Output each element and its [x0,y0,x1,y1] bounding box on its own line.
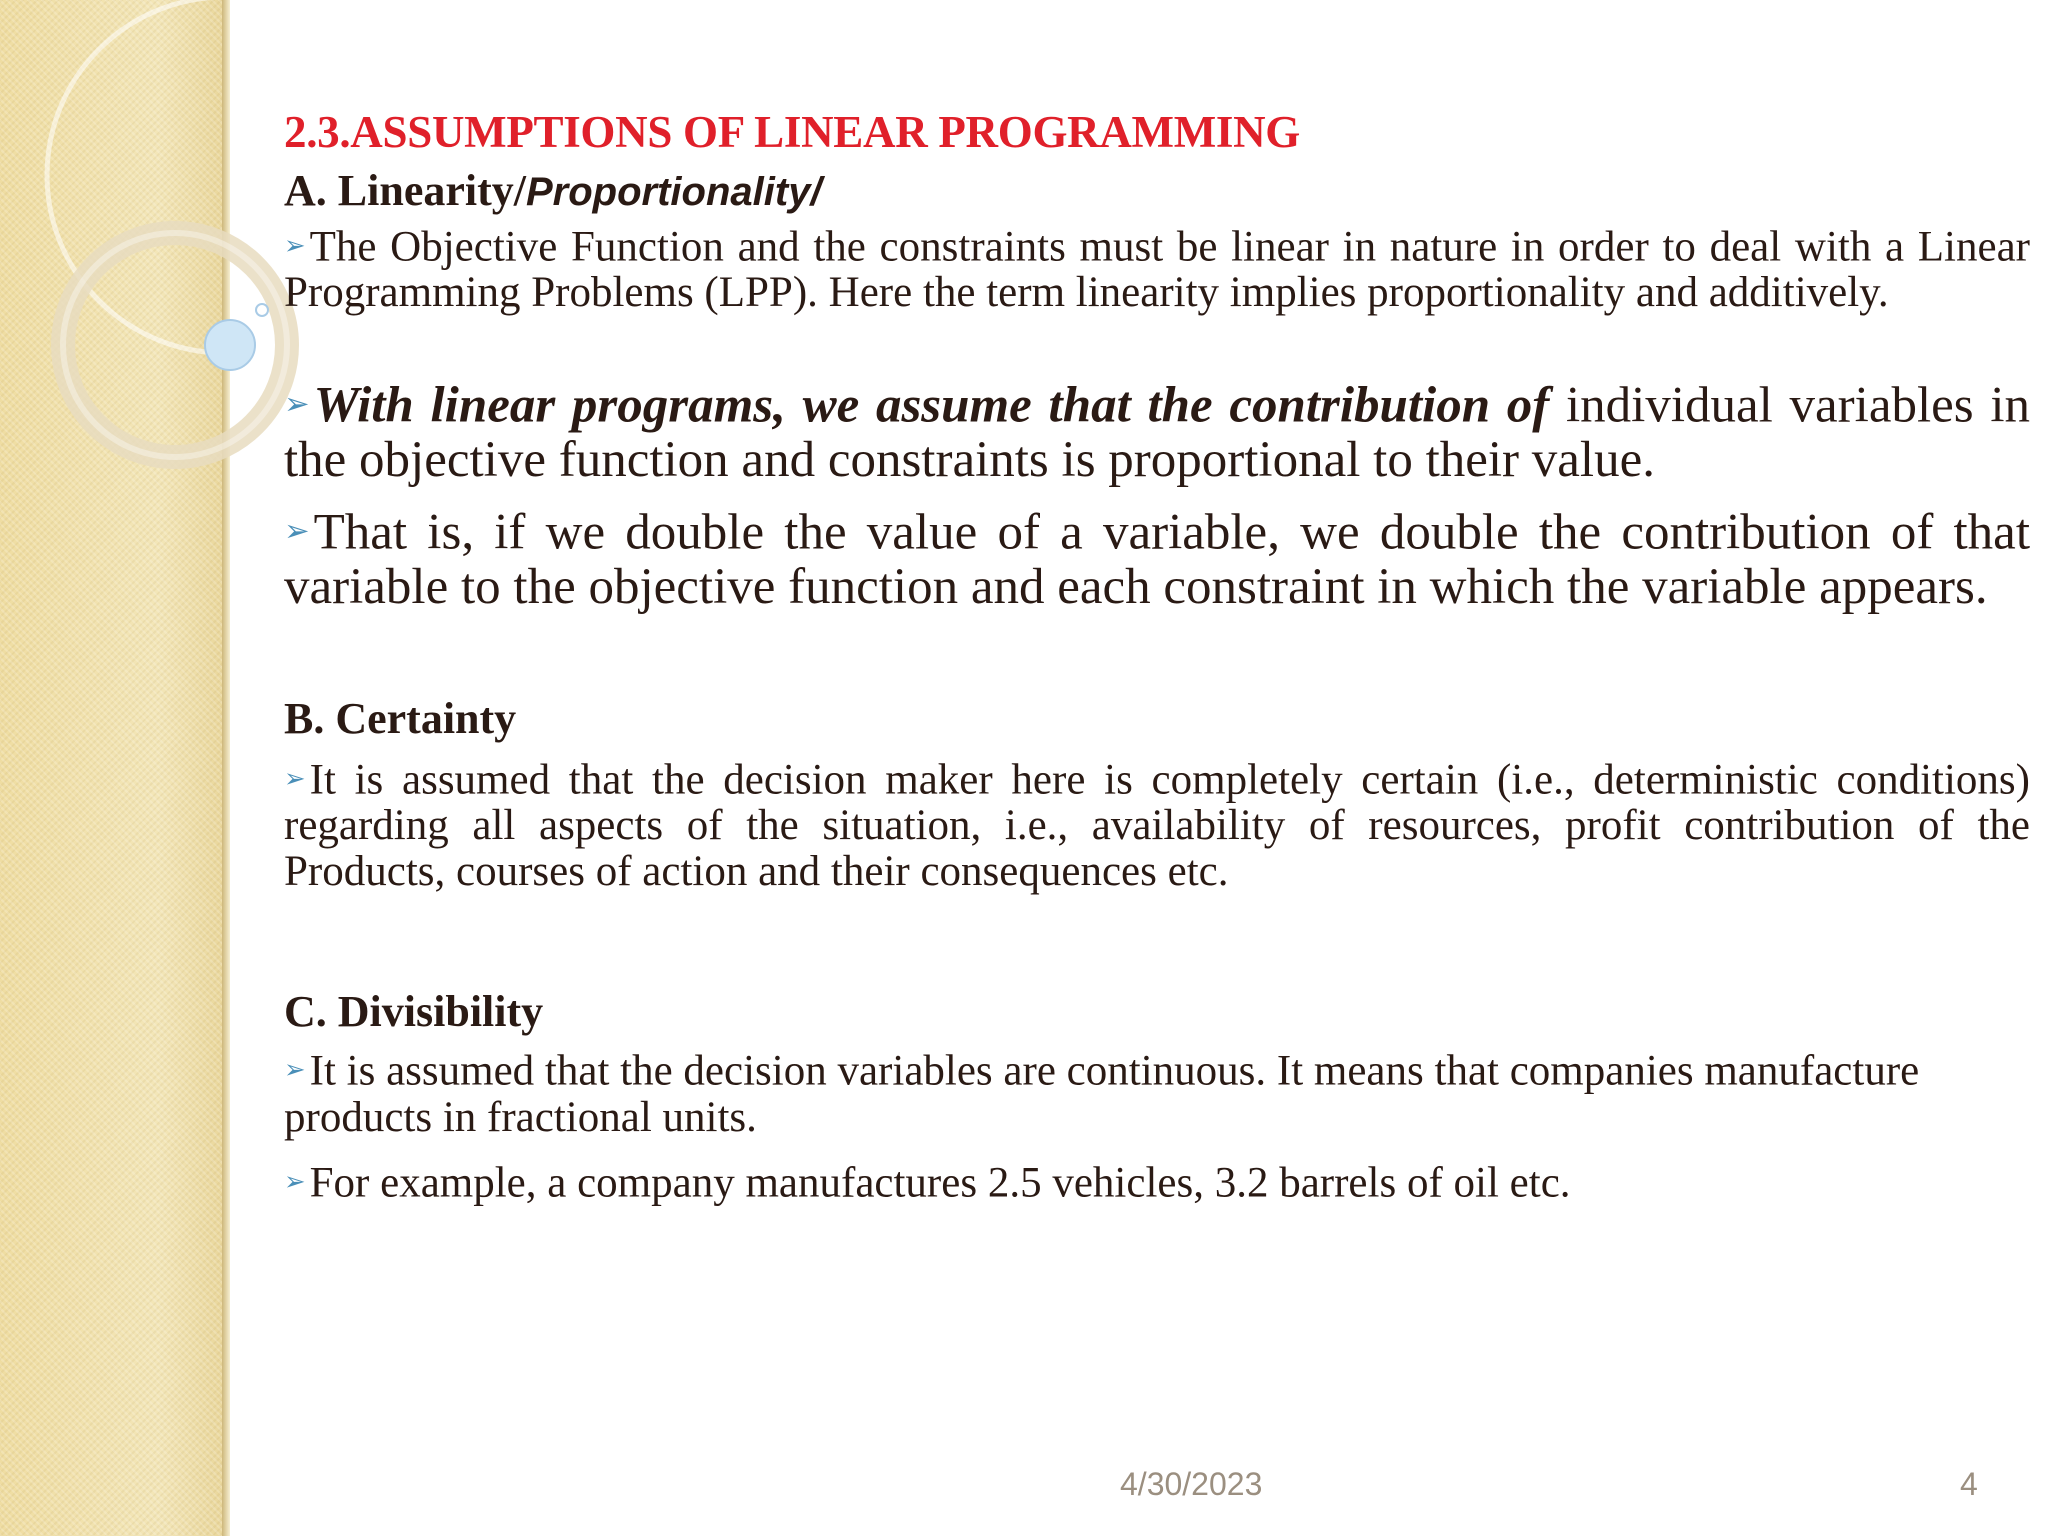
section-a-paragraph-3 [284,505,2030,614]
section-c-heading: C. Divisibility [284,987,544,1037]
section-c-text-2: For example, a company manufactures 2.5 vehicles, 3.2 barrels of oil etc. [309,1159,1571,1207]
section-a-heading-italic: Proportionality/ [525,170,822,214]
slide-title: 2.3.ASSUMPTIONS OF LINEAR PROGRAMMING [284,107,1301,157]
bullet-arrow-icon: ➢ [284,1055,306,1086]
section-c-paragraph-2 [284,1159,2030,1206]
section-a-text-1: The Objective Function and the constraints must be linear in nature in order to deal with a Linear Programming Problems (LPP). Here the term linearity implies proportionality and additively. [284,223,2030,317]
section-a-paragraph-1 [284,223,2030,316]
slide-content [284,104,2030,1206]
section-c-text-1: It is assumed that the decision variables are continuous. It means that companies manufacture products in fractional units. [284,1047,1920,1141]
section-b-text-1: It is assumed that the decision maker here is completely certain (i.e., deterministic conditions) regarding all aspects of the situation, i.e., availability of resources, profit contribution of the Products, courses of action and their consequences etc. [284,756,2030,896]
bullet-arrow-icon: ➢ [284,763,306,794]
section-a-text-2: individual variables in the objective function and constraints is proportional to their value. [284,378,2031,489]
section-b-heading: B. Certainty [284,693,517,743]
footer-date: 4/30/2023 [1120,1466,1263,1502]
section-c-paragraph-1 [284,1047,2030,1140]
decorative-circles [0,0,290,600]
section-a-heading [284,164,2030,219]
section-a-heading-plain: A. Linearity/ [284,166,526,215]
bullet-arrow-icon: ➢ [284,231,306,261]
bullet-arrow-icon: ➢ [284,514,310,550]
section-b-paragraph-1 [284,756,2030,895]
slide-number: 4 [1960,1466,1978,1502]
bullet-arrow-icon: ➢ [284,387,310,423]
section-a-emphasis: With linear programs, we assume that the contribution of [313,378,1550,435]
section-a-text-3: That is, if we double the value of a variable, we double the contribution of that variable to the objective function and each constraint in which the variable appears. [284,504,2030,615]
section-a-paragraph-2 [284,378,2030,487]
bullet-arrow-icon: ➢ [284,1166,306,1197]
